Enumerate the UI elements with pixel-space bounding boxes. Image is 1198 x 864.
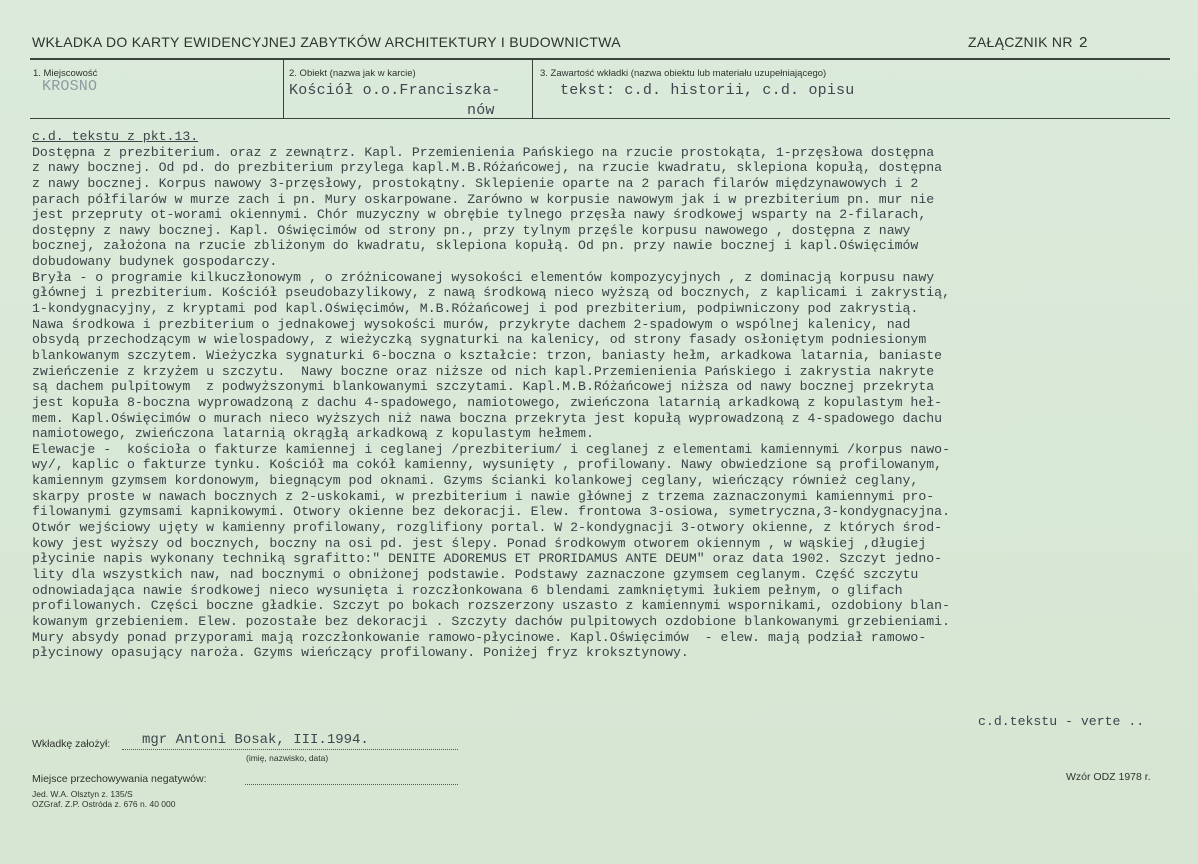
body-line: jest przepruty ot-worami okiennymi. Chór muzyczny w obrębie tylnego przęsła nawy środkowej wsparty na 2-filarach,: [32, 207, 927, 223]
body-line: blankowanym szczytem. Wieżyczka sygnaturki 6-boczna o kształcie: trzon, baniasty hełm, arkadkowa latarnia, baniaste: [32, 347, 943, 363]
author-label: Wkładkę założył:: [32, 738, 111, 750]
body-line: lity dla wszystkich naw, nad bocznymi o obniżonej podstawie. Podstawy zaznaczone gzymsem ceglanym. Część szczytu: [32, 566, 919, 582]
print-info-line2: OZGraf. Z.P. Ostróda z. 676 n. 40 000: [32, 799, 176, 809]
field-1-value: KROSNO: [42, 78, 98, 95]
field-divider-2: [532, 58, 533, 119]
body-line: namiotowego, zwieńczona latarnią okrągłą arkadkową z kopulastym hełmem.: [32, 426, 594, 442]
body-line: Dostępna z prezbiterium. oraz z zewnątrz. Kapl. Przemienienia Pańskiego na rzucie prostokąta, 1-przęsłowa dostępna: [32, 144, 935, 160]
body-line: Elewacje - kościoła o fakturze kamiennej i ceglanej /prezbiterium/ i ceglanej z elementami kamiennymi /korpus nawo-: [32, 441, 950, 457]
author-value: mgr Antoni Bosak, III.1994.: [142, 732, 369, 748]
body-line: są dachem pulpitowym z podwyższonymi blankowanymi szczytami. Kapl.M.B.Różańcowej niższa od nawy bocznej przekryta: [32, 379, 935, 395]
field-2-value-line1: Kościół o.o.Franciszka-: [289, 82, 501, 99]
field-2-label: 2. Obiekt (nazwa jak w karcie): [289, 68, 416, 79]
negatives-dotted-line: [245, 784, 458, 785]
body-line: 1-kondygnacyjny, z kryptami pod kapl.Oświęcimów, M.B.Różańcowej i pod prezbiterium, podpiwniczony pod zakrystią.: [32, 301, 919, 317]
field-divider-1: [283, 58, 284, 119]
body-line: głównej i prezbiterium. Kościół pseudobazylikowy, z nawą środkową nieco wyższą od bocznych, z kaplicami i zakrystią,: [32, 285, 950, 301]
body-heading: c.d. tekstu z pkt.13.: [32, 129, 199, 144]
print-info-line1: Jed. W.A. Olsztyn z. 135/S: [32, 789, 133, 799]
header-bottom-rule: [30, 118, 1170, 119]
annex-label: [968, 34, 1088, 52]
body-line: parach półfilarów w murze zach i pn. Mury oskarpowane. Zarówno w korpusie nawowym jak i w prezbiterium pn. mur nie: [32, 191, 935, 207]
form-template-label: Wzór ODZ 1978 r.: [1066, 771, 1151, 783]
annex-label-text: ZAŁĄCZNIK NR: [968, 34, 1073, 50]
body-line: dostępny z nawy bocznej. Kapl. Oświęcimów od strony pn., przy tylnym przęśle korpusu nawowego , dostępna z nawy: [32, 222, 911, 238]
annex-number: 2: [1078, 35, 1089, 52]
negatives-label: Miejsce przechowywania negatywów:: [32, 773, 207, 785]
body-line: kowy jest wyższy od bocznych, boczny na osi pd. jest ślepy. Ponad środkowym otworem okiennym , w wąskiej ,długiej: [32, 535, 927, 551]
body-line: kamiennym gzymsem kordonowym, biegnącym pod oknami. Gzyms ścianki kolankowej ceglany, wieńczący również ceglany,: [32, 473, 919, 489]
body-line: jest kopuła 8-boczna wyprowadzoną z dachu 4-spadowego, namiotowego, zwieńczona latarnią arkadkową z kopulastym heł-: [32, 394, 943, 410]
form-title: WKŁADKA DO KARTY EWIDENCYJNEJ ZABYTKÓW ARCHITEKTURY I BUDOWNICTWA: [32, 34, 621, 50]
body-line: bocznej, założona na rzucie zbliżonym do kwadratu, sklepiona kopułą. Od pn. przy nawie bocznej i kapl.Oświęcimów: [32, 238, 919, 254]
header-top-rule: [30, 58, 1170, 60]
author-dotted-line: [122, 749, 458, 750]
body-line: dobudowany budynek gospodarczy.: [32, 254, 278, 270]
field-3-label: 3. Zawartość wkładki (nazwa obiektu lub materiału uzupełniającego): [540, 68, 827, 79]
body-line: zwieńczenie z krzyżem u szczytu. Nawy boczne oraz niższe od nich kapl.Przemienienia Pańskiego i zakrystia nakryte: [32, 363, 935, 379]
body-line: z nawy bocznej. Od pd. do prezbiterium przylega kapl.M.B.Różańcowej, na rzucie kwadratu, sklepiona kopułą, dostępna: [32, 160, 943, 176]
body-line: wy/, kaplic o fakturze tynku. Kościół ma cokół kamienny, wysunięty , profilowany. Nawy obwiedzione są profilowanym,: [32, 457, 943, 473]
body-line: mem. Kapl.Oświęcimów o murach nieco wyższych niż nawa boczna przekryta jest kopułą wyprowadzoną z 4-spadowego dachu: [32, 410, 943, 426]
continued-note: c.d.tekstu - verte ..: [978, 714, 1145, 729]
body-line: kowanym grzebieniem. Elew. pozostałe bez dekoracji . Szczyty dachów pulpitowych ozdobione blankowanymi grzebieniami.: [32, 613, 950, 629]
body-text: [32, 129, 1182, 661]
body-line: płycinowy opasujący naroża. Gzyms wieńczący profilowany. Poniżej fryz kroksztynowy.: [32, 645, 689, 661]
author-hint: (imię, nazwisko, data): [246, 753, 329, 763]
body-line: odnowiadająca nawie środkowej nieco wysunięta i rozczłonkowana 6 blendami zamkniętymi łukiem pełnym, o glifach: [32, 582, 903, 598]
body-line: Nawa środkowa i prezbiterium o jednakowej wysokości murów, przykryte dachem 2-spadowym o wspólnej kalenicy, nad: [32, 316, 911, 332]
body-line: Bryła - o programie kilkuczłonowym , o zróżnicowanej wysokości elementów kompozycyjnych , z dominacją korpusu nawy: [32, 269, 935, 285]
body-line: profilowanych. Części boczne gładkie. Szczyt po bokach rozszerzony uszasto z kamiennymi wspornikami, ozdobiony blan-: [32, 598, 950, 614]
body-line: Otwór wejściowy ujęty w kamienny profilowany, rozglifiony portal. W 2-kondygnacji 3-otwory okienne, z których środ-: [32, 520, 943, 536]
field-1-label: 1. Miejscowość: [33, 68, 98, 79]
body-line: skarpy proste w nawach bocznych z 2-uskokami, w prezbiterium i nawie głównej z trzema zaznaczonymi kamiennymi pro-: [32, 488, 935, 504]
field-2-value-line2: nów: [467, 102, 495, 119]
body-line: z nawy bocznej. Korpus nawowy 3-przęsłowy, prostokątny. Sklepienie oparte na 2 parach filarów międzynawowych i 2: [32, 175, 919, 191]
body-line: płycinie napis wykonany techniką sgrafitto:" DENITE ADOREMUS ET PRORIDAMUS ANTE DEUM" oraz data 1902. Szczyt jedno-: [32, 551, 943, 567]
body-line: Mury absydy ponad przyporami mają rozczłonkowanie ramowo-płycinowe. Kapl.Oświęcimów - elew. mają podział ramowo-: [32, 629, 927, 645]
body-line: obsydą przechodzącym w wielospadowy, z wieżyczką sygnaturki na kalenicy, od strony fasady osłoniętym podniesionym: [32, 332, 927, 348]
field-3-value: tekst: c.d. historii, c.d. opisu: [560, 82, 855, 99]
body-line: filowanymi gzymsami kapnikowymi. Otwory okienne bez dekoracji. Elew. frontowa 3-osiowa, symetryczna,3-kondygnacyjna.: [32, 504, 950, 520]
